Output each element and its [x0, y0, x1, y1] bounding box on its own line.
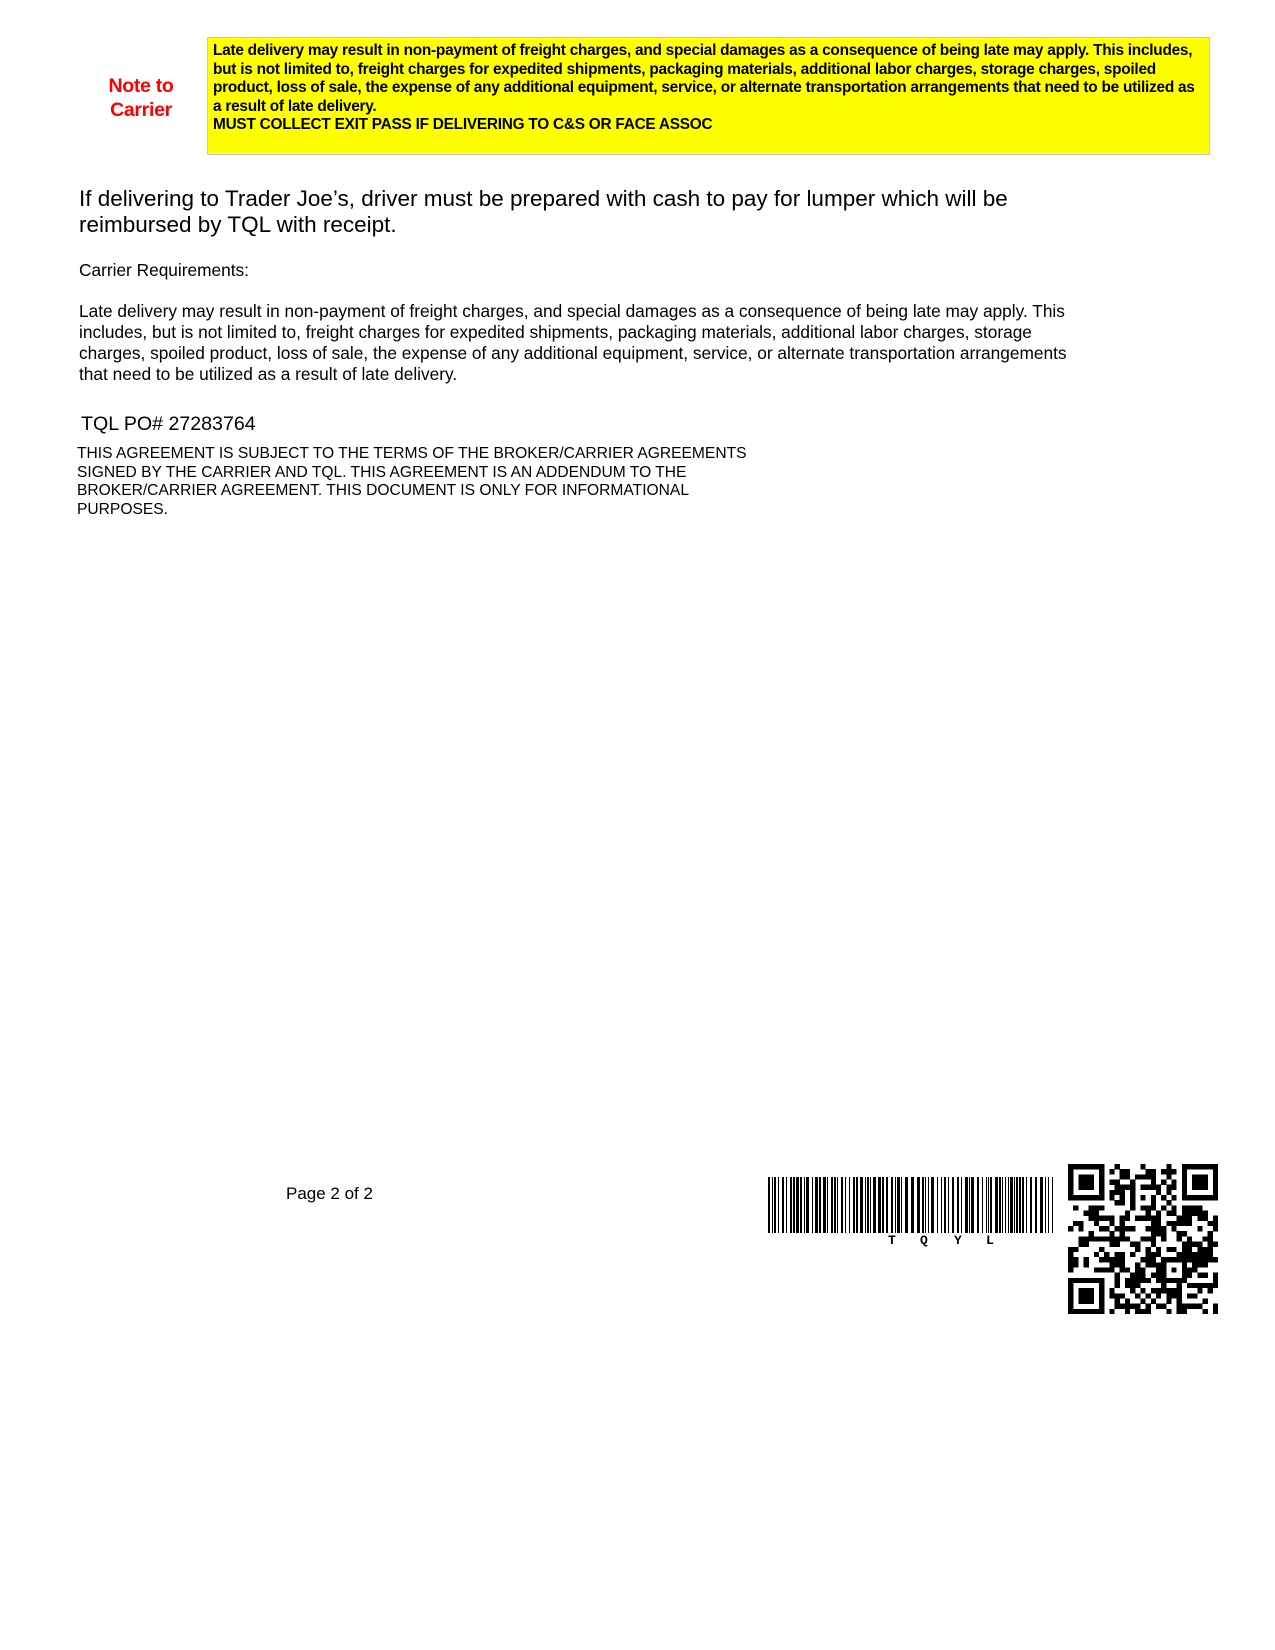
agreement-disclaimer: THIS AGREEMENT IS SUBJECT TO THE TERMS OF THE BROKER/CARRIER AGREEMENTS SIGNED BY THE CARRIER AND TQL. THIS AGREEMENT IS AN ADDENDUM TO THE BROKER/CARRIER AGREEMENT. THIS DOCUMENT IS ONLY FOR INFORMATIONAL PURPOSES. [77, 445, 747, 518]
note-to-carrier-box [207, 37, 1210, 155]
carrier-requirements-heading: Carrier Requirements: [79, 260, 249, 280]
lumper-notice: If delivering to Trader Joe’s, driver must be prepared with cash to pay for lumper which will be reimbursed by TQL with receipt. [79, 186, 1008, 237]
barcode-char: L [986, 1233, 994, 1248]
note-label-line2: Carrier [110, 99, 172, 121]
qr-code-icon [1068, 1164, 1218, 1314]
page-number: Page 2 of 2 [286, 1184, 373, 1203]
note-to-carrier-label [96, 74, 186, 122]
barcode-char: Q [920, 1233, 928, 1248]
note-label-line1: Note to [108, 75, 174, 97]
late-delivery-note: Late delivery may result in non-payment of freight charges, and special damages as a consequence of being late may apply. This includes, but is not limited to, freight charges for expedited shipments, packaging materials, additional labor charges, storage charges, spoiled product, loss of sale, the expense of any additional equipment, service, or alternate transportation arrangements that need to be utilized as a result of late delivery. [213, 42, 1195, 115]
po-number: TQL PO# 27283764 [81, 413, 256, 435]
carrier-requirements-text: Late delivery may result in non-payment of freight charges, and special damages as a consequence of being late may apply. This includes, but is not limited to, freight charges for expedited shipments, packaging materials, additional labor charges, storage charges, spoiled product, loss of sale, the expense of any additional equipment, service, or alternate transportation arrangements that need to be utilized as a result of late delivery. [79, 301, 1067, 384]
barcode-char: T [888, 1233, 896, 1248]
barcode-char: Y [954, 1233, 962, 1248]
barcode-icon [768, 1177, 1053, 1233]
exit-pass-note: MUST COLLECT EXIT PASS IF DELIVERING TO C&S OR FACE ASSOC [213, 116, 713, 133]
